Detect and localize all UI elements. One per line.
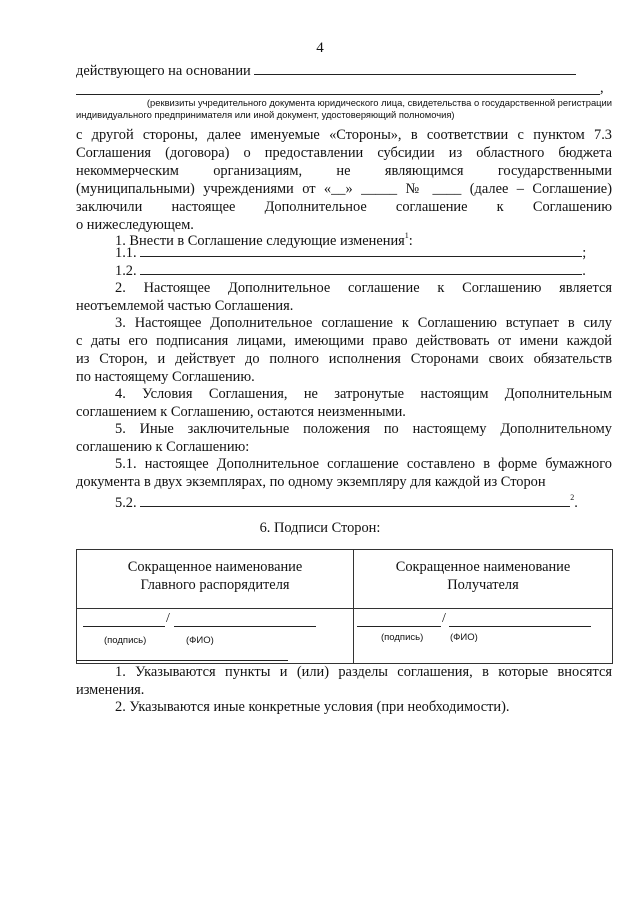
item-4-line: соглашением к Соглашению, остаются неизменными. (76, 404, 406, 420)
intro-line: с другой стороны, далее именуемые «Стороны», в соответствии с пунктом 7.3 (76, 127, 612, 143)
item-1-2-blank (140, 262, 582, 275)
item-1-2 (115, 262, 612, 280)
intro-line: заключили настоящее Дополнительное соглашение к Соглашению (76, 199, 612, 215)
item-1-2-end: . (582, 263, 586, 279)
right-fio-blank (449, 626, 591, 627)
requisites-caption-line1: (реквизиты учредительного документа юридического лица, свидетельства о государственной регистрации (146, 97, 612, 108)
item-2-line: 2. Настоящее Дополнительное соглашение к Соглашению является (115, 280, 612, 296)
signatures-heading: 6. Подписи Сторон: (259, 520, 381, 536)
right-party-header-line2: Получателя (447, 577, 519, 593)
right-signature-label: (подпись) (381, 632, 424, 643)
intro-line: некоммерческим организациям, не являющимся государственными (76, 163, 612, 179)
right-party-header-line1: Сокращенное наименование (395, 559, 571, 575)
item-3-line: по настоящему Соглашению. (76, 369, 255, 385)
left-fio-blank (174, 626, 316, 627)
right-party-header (354, 550, 613, 609)
item-5-2-label: 5.2. (115, 495, 137, 511)
left-party-header-line2: Главного распорядителя (140, 577, 290, 593)
item-3-line: с даты его подписания лицами, имеющими право действовать от имени каждой (76, 333, 612, 349)
left-party-header (77, 550, 354, 609)
footnote-2: 2. Указываются иные конкретные условия (при необходимости). (115, 699, 510, 715)
item-5-2-blank (140, 494, 570, 507)
item-3-line: 3. Настоящее Дополнительное соглашение к Соглашению вступает в силу (115, 315, 612, 331)
footnote-separator (76, 660, 288, 661)
right-signature-cell (354, 609, 613, 664)
item-5-2-end: . (574, 495, 578, 511)
item-5-1-line: 5.1. настоящее Дополнительное соглашение составлено в форме бумажного (115, 456, 612, 472)
item-4-line: 4. Условия Соглашения, не затронутые настоящим Дополнительным (115, 386, 612, 402)
left-signature-blank (83, 626, 165, 627)
item-1-1 (115, 244, 612, 262)
right-signature-blank (357, 626, 441, 627)
basis-prefix: действующего на основании (76, 63, 251, 79)
left-fio-label: (ФИО) (186, 635, 214, 646)
basis-continuation-blank (76, 94, 600, 95)
item-1-1-label: 1.1. (115, 245, 137, 261)
page-number: 4 (316, 40, 324, 56)
basis-comma: , (600, 80, 604, 96)
intro-line: Соглашения (договора) о предоставлении субсидии из областного бюджета (76, 145, 612, 161)
item-1-1-blank (140, 244, 582, 257)
basis-line (76, 62, 612, 80)
intro-line: о нижеследующем. (76, 217, 194, 233)
footnote-1-line: изменения. (76, 682, 145, 698)
item-5-line: 5. Иные заключительные положения по настоящему Дополнительному (115, 421, 612, 437)
right-fio-label: (ФИО) (450, 632, 478, 643)
footnote-1-line: 1. Указываются пункты и (или) разделы соглашения, в которые вносятся (115, 664, 612, 680)
basis-blank (254, 62, 576, 75)
item-1-text: 1. Внести в Соглашение следующие изменения (115, 233, 405, 249)
left-signature-cell (77, 609, 354, 664)
footnote-ref-2: 2 (570, 493, 575, 502)
left-slash: / (166, 611, 170, 626)
left-signature-label: (подпись) (104, 635, 147, 646)
left-party-header-line1: Сокращенное наименование (127, 559, 303, 575)
item-5-2 (115, 489, 612, 512)
signatures-table (76, 549, 613, 664)
right-slash: / (442, 611, 446, 626)
footnote-ref-1: 1 (404, 231, 409, 240)
intro-line: (муниципальными) учреждениями от «__» _____ № ____ (далее – Соглашение) (76, 181, 612, 197)
item-1-1-end: ; (582, 245, 587, 261)
item-5-line: соглашению к Соглашению: (76, 439, 250, 455)
item-2-line: неотъемлемой частью Соглашения. (76, 298, 294, 314)
item-1-colon: : (408, 233, 413, 249)
item-5-1-line: документа в двух экземплярах, по одному экземпляру для каждой из Сторон (76, 474, 546, 490)
requisites-caption-line2: индивидуального предпринимателя или иной документ, удостоверяющий полномочия) (76, 109, 455, 120)
item-3-line: из Сторон, и действует до полного исполнения Сторонами своих обязательств (76, 351, 612, 367)
item-1-2-label: 1.2. (115, 263, 137, 279)
